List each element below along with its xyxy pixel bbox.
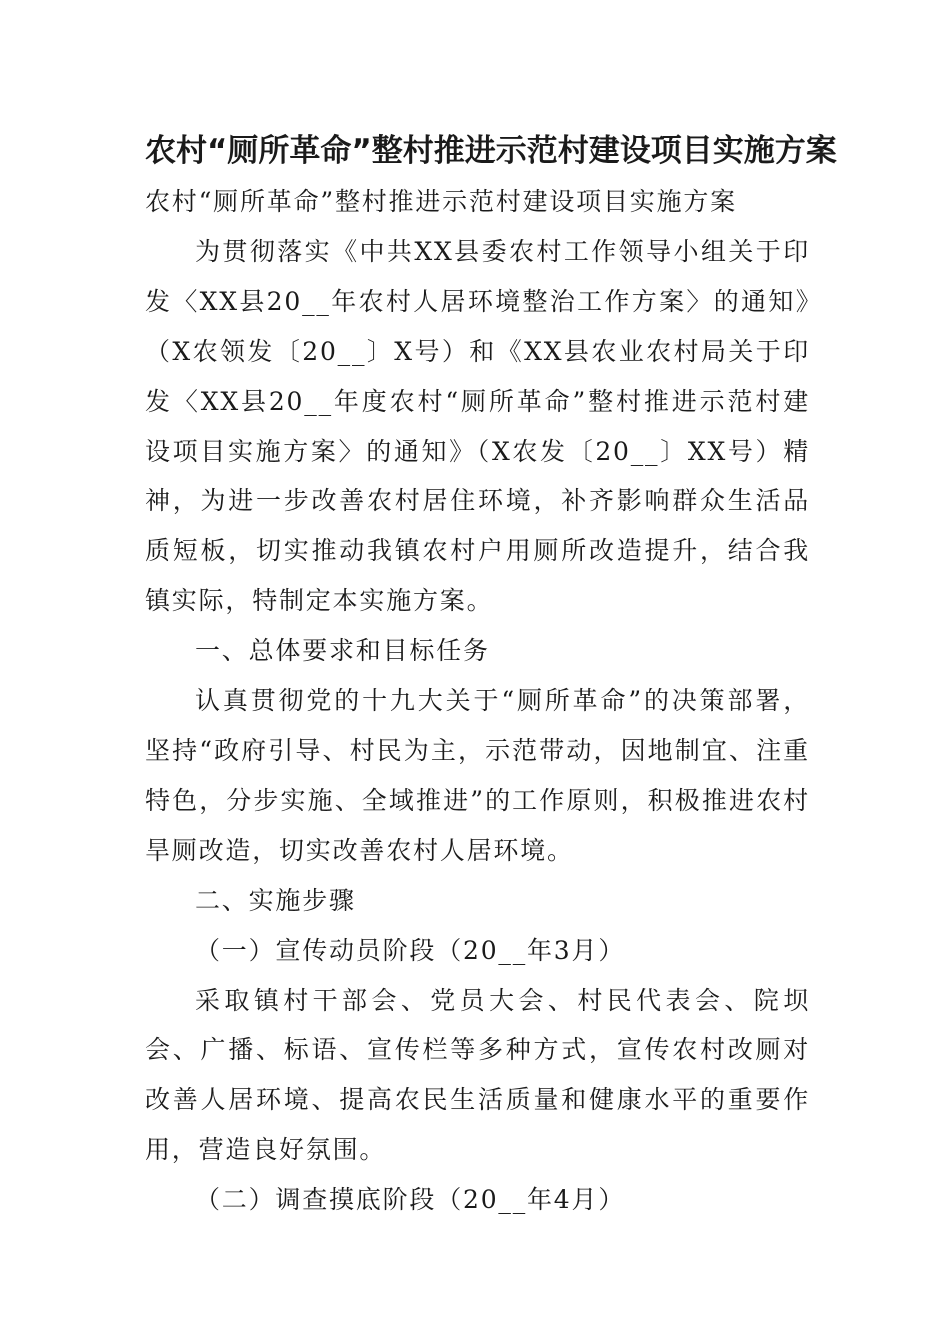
publicity-paragraph: 采取镇村干部会、党员大会、村民代表会、院坝会、广播、标语、宣传栏等多种方式，宣传农村改厕对改善人居环境、提高农民生活质量和健康水平的重要作用，营造良好氛围。 (145, 985, 810, 1165)
subsection-heading-2: （二）调查摸底阶段（20__年4月） (195, 1185, 626, 1215)
section-heading-1: 一、总体要求和目标任务 (195, 636, 490, 666)
intro-paragraph: 为贯彻落实《中共XX县委农村工作领导小组关于印发〈XX县20__年农村人居环境整治工作方案〉的通知》（X农领发〔20__〕X号）和《XX县农业农村局关于印发〈XX县20__年度农村“厕所革命”整村推进示范村建设项目实施方案〉的通知》（X农发〔20__〕XX号）精神，为进一步改善农村居住环境，补齐影响群众生活品质短板，切实推动我镇农村户用厕所改造提升，结合我镇实际，特制定本实施方案。 (145, 236, 810, 616)
document-title: 农村“厕所革命”整村推进示范村建设项目实施方案 (145, 133, 837, 169)
subsection-heading-1: （一）宣传动员阶段（20__年3月） (195, 935, 626, 965)
document-body (145, 177, 810, 1225)
requirements-paragraph: 认真贯彻党的十九大关于“厕所革命”的决策部署，坚持“政府引导、村民为主，示范带动，因地制宜、注重特色，分步实施、全域推进”的工作原则，积极推进农村旱厕改造，切实改善农村人居环境。 (145, 686, 810, 865)
subtitle-line: 农村“厕所革命”整村推进示范村建设项目实施方案 (145, 187, 737, 216)
section-heading-2: 二、实施步骤 (195, 885, 356, 915)
